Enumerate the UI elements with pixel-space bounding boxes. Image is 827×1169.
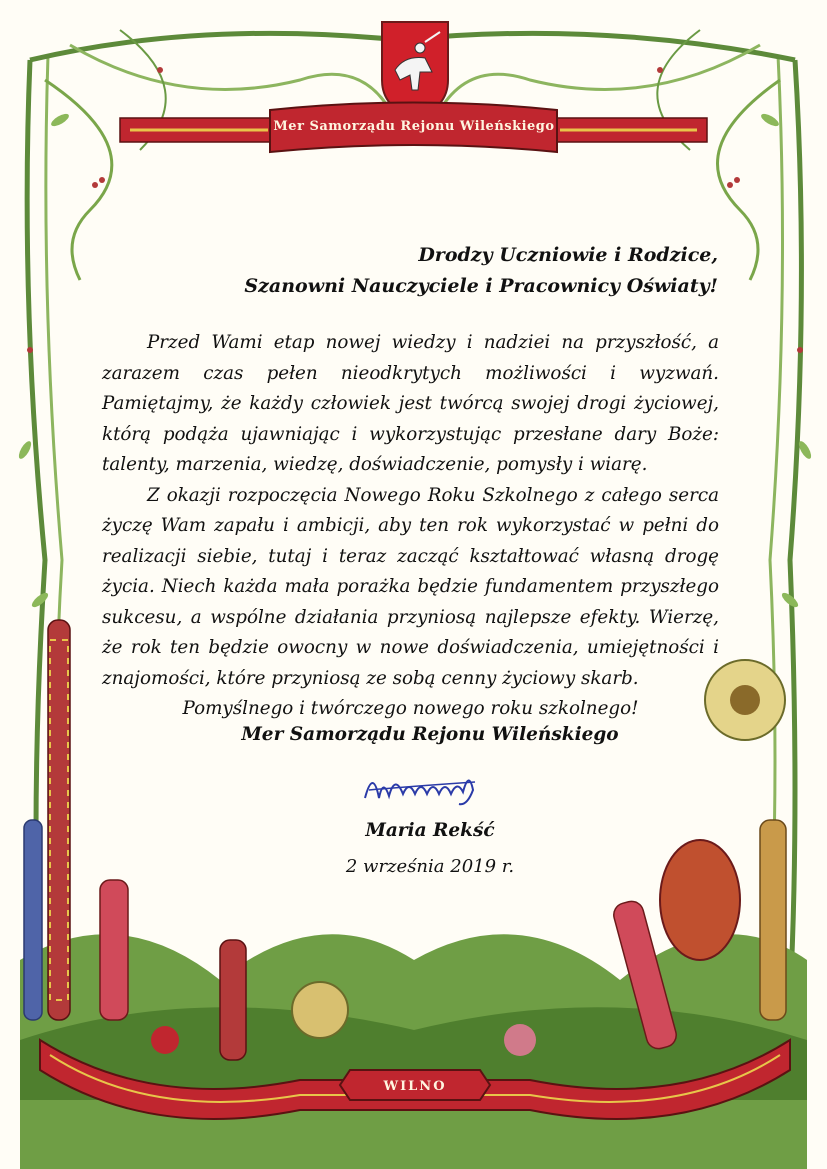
- bottom-banner-text: WILNO: [383, 1079, 447, 1094]
- handwritten-signature: [355, 760, 495, 810]
- greeting-line-2: Szanowni Nauczyciele i Pracownicy Oświaty!: [244, 275, 718, 297]
- letter-body: [102, 328, 719, 725]
- paragraph-1: Przed Wami etap nowej wiedzy i nadziei na przyszłość, a zarazem czas pełen nieodkrytych możliwości i wyzwań. Pamiętajmy, że każdy człowiek jest twórcą swojej drogi życiowej, którą podąża ujawniając i wykorzystując przesłane dary Boże: talenty, marzenia, wiedzę, doświadczenie, pomysły i wiarę.: [102, 332, 719, 475]
- greeting-line-1: Drodzy Uczniowie i Rodzice,: [418, 244, 718, 266]
- greeting: [120, 240, 718, 302]
- letter-date: 2 września 2019 r.: [345, 856, 515, 877]
- signatory-role: Mer Samorządu Rejonu Wileńskiego: [241, 724, 619, 745]
- paragraph-2: Z okazji rozpoczęcia Nowego Roku Szkolnego z całego serca życzę Wam zapału i ambicji, aby ten rok wykorzystać w pełni do realizacji siebie, tutaj i teraz zacząć kształtować własną drogę życia. Niech każda mała porażka będzie fundamentem przyszłego sukcesu, a wspólne działania przyniosą najlepsze efekty. Wierzę, że rok ten będzie owocny w nowe doświadczenia, umiejętności i znajomości, które przyniosą ze sobą cenny życiowy skarb.: [102, 484, 719, 689]
- closing-wish: Pomyślnego i twórczego nowego roku szkolnego!: [182, 698, 639, 719]
- signatory-name: Maria Rekść: [365, 820, 495, 841]
- top-banner: [120, 103, 707, 153]
- top-banner-text: Mer Samorządu Rejonu Wileńskiego: [273, 119, 555, 134]
